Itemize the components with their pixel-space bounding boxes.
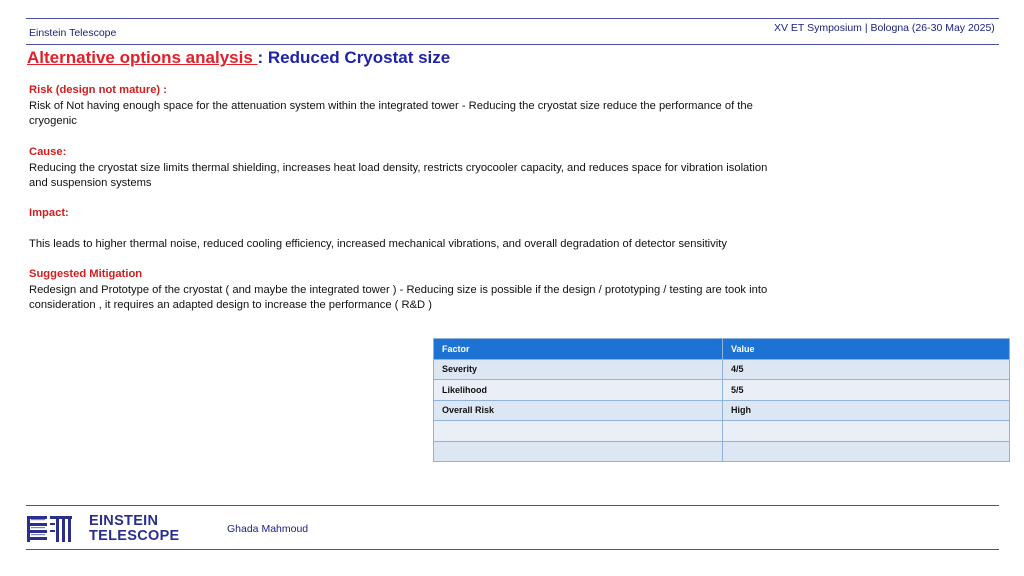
- header-bottom-rule: [26, 44, 999, 45]
- risk-text: Risk of Not having enough space for the attenuation system within the integrated tower - Reducing the cryostat size reduce the performance of the cryogenic: [29, 99, 753, 127]
- table-cell: Overall Risk: [434, 400, 723, 421]
- cause-label: Cause:: [29, 146, 67, 158]
- table-cell: High: [723, 400, 1010, 421]
- logo-line-1: EINSTEIN: [89, 513, 159, 529]
- logo-wordmark: [89, 514, 180, 543]
- table-cell: 5/5: [723, 380, 1010, 401]
- mitigation-label: Suggested Mitigation: [29, 268, 143, 280]
- table-cell: Severity: [434, 359, 723, 380]
- footer-bottom-rule: [26, 549, 999, 550]
- risk-label: Risk (design not mature) :: [29, 84, 167, 96]
- table-row: [434, 441, 1010, 462]
- table-cell: 4/5: [723, 359, 1010, 380]
- table-row: [434, 400, 1010, 421]
- table-cell: [434, 421, 723, 442]
- table-header-cell: Value: [723, 339, 1010, 360]
- mitigation-section: [29, 267, 789, 314]
- table-row: [434, 359, 1010, 380]
- header-event-info: XV ET Symposium | Bologna (26-30 May 2025): [774, 22, 995, 34]
- table-header-cell: Factor: [434, 339, 723, 360]
- author-name: Ghada Mahmoud: [227, 523, 309, 535]
- mitigation-text: Redesign and Prototype of the cryostat ( and maybe the integrated tower ) - Reducing size is possible if the design / prototyping / testing are took into consideration , it requires an adapted design to increase the performance ( R&D ): [29, 283, 768, 311]
- table-cell: [723, 421, 1010, 442]
- risk-section: [29, 83, 789, 130]
- table-row: [434, 421, 1010, 442]
- table-header-row: [434, 339, 1010, 360]
- table-row: [434, 380, 1010, 401]
- table-cell: Likelihood: [434, 380, 723, 401]
- title-subject: : Reduced Cryostat size: [257, 48, 451, 67]
- impact-text: This leads to higher thermal noise, reduced cooling efficiency, increased mechanical vibrations, and overall degradation of detector sensitivity: [29, 238, 727, 250]
- cause-section: [29, 145, 789, 192]
- footer-top-rule: [26, 505, 999, 506]
- title-main: Alternative options analysis: [27, 48, 258, 67]
- impact-label: Impact:: [29, 207, 69, 219]
- impact-section: [29, 206, 789, 253]
- slide-title: [27, 48, 450, 68]
- table-cell: [434, 441, 723, 462]
- header-top-rule: [26, 18, 999, 19]
- table-cell: [723, 441, 1010, 462]
- cause-text: Reducing the cryostat size limits thermal shielding, increases heat load density, restricts cryocooler capacity, and reduces space for vibration isolation and suspension systems: [29, 161, 768, 189]
- risk-assessment-table: [433, 338, 1010, 462]
- logo-line-2: TELESCOPE: [89, 527, 180, 544]
- header-project-name: Einstein Telescope: [29, 27, 117, 39]
